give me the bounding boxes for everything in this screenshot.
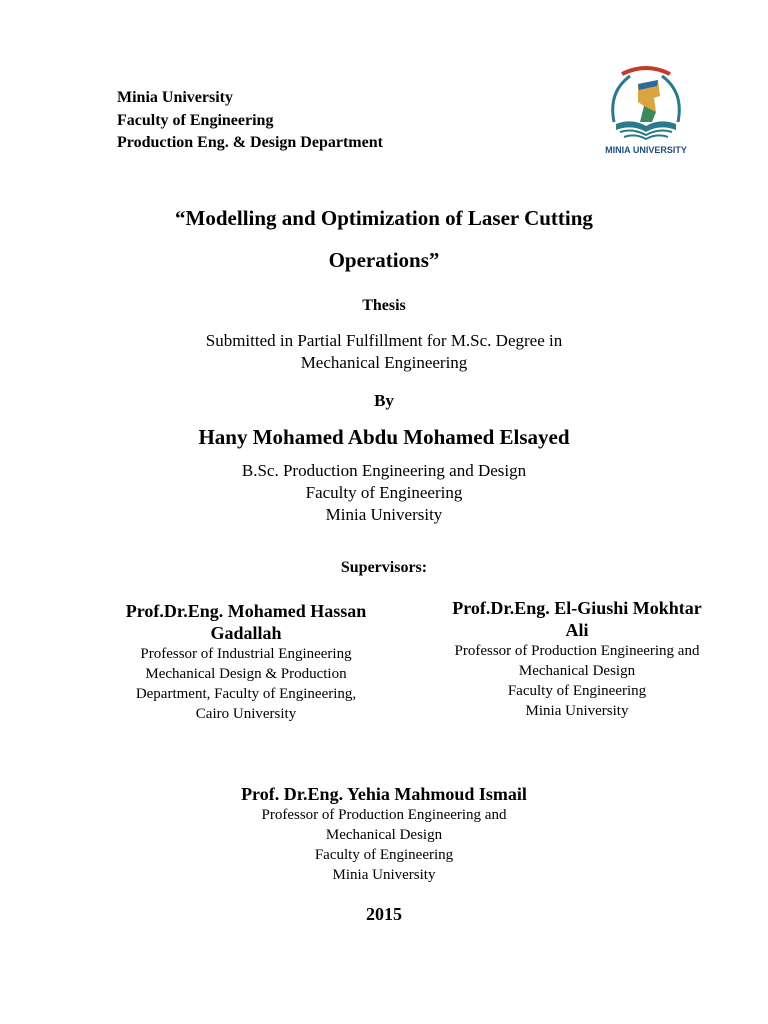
supervisor-1-line-1: Professor of Industrial Engineering xyxy=(140,646,352,662)
submission-statement xyxy=(0,330,768,374)
supervisor-3-line-1: Professor of Production Engineering and xyxy=(261,807,507,823)
thesis-label: Thesis xyxy=(362,297,406,314)
author-university: Minia University xyxy=(325,505,443,524)
thesis-year: 2015 xyxy=(366,904,402,924)
supervisor-3-line-3: Faculty of Engineering xyxy=(314,847,454,863)
department-name: Production Eng. & Design Department xyxy=(117,134,383,151)
supervisor-1 xyxy=(104,600,388,724)
author-faculty: Faculty of Engineering xyxy=(305,483,463,502)
supervisor-2 xyxy=(422,597,732,721)
supervisor-3 xyxy=(0,783,768,885)
supervisor-2-name xyxy=(422,597,732,641)
supervisor-1-name xyxy=(104,600,388,644)
supervisor-3-line-2: Mechanical Design xyxy=(325,827,443,843)
title-line-1: “Modelling and Optimization of Laser Cutting xyxy=(175,206,593,230)
supervisor-1-line-2: Mechanical Design & Production xyxy=(145,666,347,682)
submission-line-1: Submitted in Partial Fulfillment for M.Sc. Degree in xyxy=(205,331,563,350)
supervisor-2-name-line-1: Prof.Dr.Eng. El-Giushi Mokhtar xyxy=(452,598,702,618)
author-degree: B.Sc. Production Engineering and Design xyxy=(241,461,527,480)
logo-text: MINIA UNIVERSITY xyxy=(605,145,687,155)
supervisor-1-line-3: Department, Faculty of Engineering, xyxy=(135,686,357,702)
supervisor-1-name-line-1: Prof.Dr.Eng. Mohamed Hassan xyxy=(125,601,367,621)
institution-header xyxy=(117,87,383,155)
author-name: Hany Mohamed Abdu Mohamed Elsayed xyxy=(198,425,570,449)
university-name: Minia University xyxy=(117,89,233,106)
supervisor-2-line-1: Professor of Production Engineering and xyxy=(454,643,700,659)
by-label: By xyxy=(374,391,394,410)
submission-line-2: Mechanical Engineering xyxy=(300,353,468,372)
supervisor-3-line-4: Minia University xyxy=(332,867,436,883)
supervisors-heading: Supervisors: xyxy=(340,559,428,576)
supervisor-2-line-4: Minia University xyxy=(525,703,629,719)
supervisor-3-name: Prof. Dr.Eng. Yehia Mahmoud Ismail xyxy=(241,784,527,804)
minia-university-logo xyxy=(600,62,692,158)
thesis-title xyxy=(0,197,768,281)
supervisor-1-line-4: Cairo University xyxy=(195,706,297,722)
faculty-name: Faculty of Engineering xyxy=(117,111,274,129)
author-info xyxy=(0,460,768,526)
supervisor-2-line-2: Mechanical Design xyxy=(518,663,636,679)
supervisor-1-name-line-2: Gadallah xyxy=(210,623,282,643)
title-line-2: Operations” xyxy=(328,248,440,272)
supervisor-2-name-line-2: Ali xyxy=(565,620,589,640)
supervisor-2-line-3: Faculty of Engineering xyxy=(507,683,647,699)
